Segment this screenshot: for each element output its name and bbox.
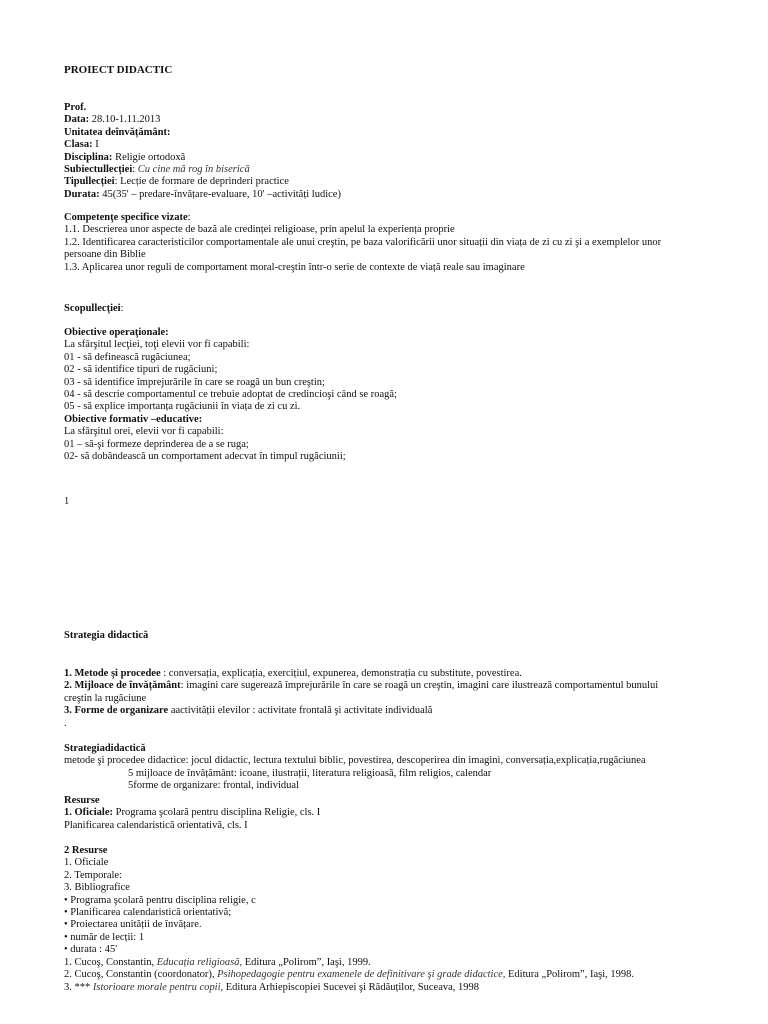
- resurse2-line: 1. Oficiale: [64, 857, 109, 869]
- obiective-fe-heading: Obiective formativ –educative:: [64, 413, 203, 425]
- resurse2-line: • durata : 45': [64, 944, 118, 956]
- planificare-line: Planificarea calendaristică orientativă, cls. I: [64, 819, 248, 831]
- mijloace-row: [64, 680, 744, 692]
- strategia-heading: Strategia didactică: [64, 630, 149, 641]
- resurse2-line: 2. Temporale:: [64, 869, 122, 881]
- resurse-heading: Resurse: [64, 795, 100, 806]
- bibliografie-item: [64, 969, 744, 981]
- obiectiv-fe-item: 02- să dobândească un comportament adecvat în timpul rugăciunii;: [64, 451, 346, 463]
- oficiale-value: Programa şcolară pentru disciplina Religie, cls. I: [112, 807, 321, 819]
- competenta-item: 1.1. Descrierea unor aspecte de bază ale credinței religioase, prin apelul la experiența proprie: [64, 224, 455, 236]
- strategia2-metode: metode şi procedee didactice: jocul didactic, lectura textului biblic, povestirea, descoperirea din imagini, conversația,explicația,rugăciunea: [64, 755, 646, 767]
- strategia-section-2: [64, 743, 744, 793]
- durata-label: Durata:: [64, 188, 100, 200]
- resurse2-line: • Proiectarea unității de învățare.: [64, 919, 202, 931]
- bibliografie-publisher: Editura Arhiepiscopiei Sucevei şi Rădăuților, Suceava, 1998: [223, 981, 480, 993]
- clasa-row: [64, 139, 744, 151]
- data-value: 28.10-1.11.2013: [91, 114, 161, 126]
- scop-heading: Scopullecţiei: [64, 303, 121, 314]
- disciplina-row: [64, 152, 744, 164]
- resurse2-line: • număr de lecții: 1: [64, 931, 145, 943]
- bibliografie-publisher: Editura „Polirom”, Iaşi, 1999.: [242, 957, 371, 968]
- bibliografie-author: 3. ***: [64, 981, 93, 993]
- mijloace-value: : imagini care sugerează împrejurările în care se roagă un creştin, imagini care ilustrează comportamentul bunului: [180, 680, 659, 692]
- bibliografie-section: [64, 957, 744, 994]
- disciplina-value: Religie ortodoxă: [115, 151, 186, 163]
- strategia-items-1: [64, 668, 744, 730]
- bibliografie-title: Psihopedagogie pentru examenele de definitivare şi grade didactice,: [217, 969, 506, 981]
- bibliografie-publisher: Editura „Polirom”, Iaşi, 1998.: [505, 969, 634, 981]
- scop-heading-row: [64, 303, 744, 315]
- bibliografie-title: Istorioare morale pentru copii,: [92, 981, 224, 993]
- bibliografie-author: 2. Cucoş, Constantin (coordonator),: [64, 969, 218, 981]
- bibliografie-item: [64, 957, 744, 969]
- mijloace-label: 2. Mijloace de învățământ: [64, 680, 181, 692]
- resurse-section-1: [64, 795, 744, 832]
- resurse2-heading: 2 Resurse: [64, 845, 108, 856]
- clasa-label: Clasa:: [64, 139, 93, 151]
- forme-value: : activitate frontală şi activitate individuală: [249, 705, 433, 717]
- obiectiv-item: 01 - să definească rugăciunea;: [64, 351, 191, 363]
- obiectiv-fe-item: 01 – să-şi formeze deprinderea de a se ruga;: [64, 438, 249, 450]
- mijloace-cont: creştin la rugăciune: [64, 692, 147, 704]
- obiective-op-heading: Obiective operaţionale:: [64, 327, 169, 338]
- clasa-value: I: [95, 139, 99, 151]
- obiectiv-item: 04 - să descrie comportamentul ce trebuie adoptat de credincioşi când se roagă;: [64, 389, 397, 401]
- document-title-block: [64, 64, 744, 76]
- prof-label: Prof.: [64, 102, 87, 113]
- oficiale-label: 1. Oficiale:: [64, 807, 113, 819]
- durata-row: [64, 189, 744, 201]
- subiect-sep: :: [132, 164, 138, 176]
- obiectiv-item: 05 - să explice importanța rugăciunii în viața de zi cu zi.: [64, 401, 301, 413]
- tip-label: Tipullecției: [64, 176, 115, 188]
- obiective-operationale: [64, 327, 744, 463]
- data-label: Data:: [64, 114, 90, 126]
- obiective-op-intro: La sfârşitul lecţiei, toţi elevii vor fi capabili:: [64, 339, 250, 351]
- strategia2-heading: Strategiadidactică: [64, 743, 146, 754]
- competente-heading: Competenţe specifice vizate: [64, 212, 188, 223]
- data-row: [64, 114, 744, 126]
- tip-row: [64, 176, 744, 188]
- tip-value: : Lecție de formare de deprinderi practice: [114, 176, 289, 188]
- document-title: PROIECT DIDACTIC: [64, 64, 173, 76]
- bibliografie-item: [64, 982, 744, 994]
- durata-value: 45(35' – predare-învățare-evaluare, 10' –activități ludice): [99, 188, 341, 200]
- scop-section: [64, 303, 744, 315]
- scop-heading-suffix: :: [120, 303, 124, 314]
- competenta-item: 1.3. Aplicarea unor reguli de comportament moral-creştin într-o serie de contexte de viață reale sau imaginare: [64, 261, 525, 273]
- subiect-value: Cu cine mă rog în biserică: [137, 164, 250, 176]
- unitatea-label: Unitatea deînvățământ:: [64, 126, 171, 138]
- competente-section: [64, 212, 744, 274]
- strategia-dot: .: [64, 717, 67, 729]
- obiectiv-item: 03 - să identifice împrejurările în care se roagă un bun creştin;: [64, 376, 325, 388]
- metode-label: 1. Metode şi procedee: [64, 668, 161, 679]
- metode-value: : conversația, explicația, exercițiul, expunerea, demonstrația cu substitute, povestirea.: [160, 668, 522, 679]
- page-number: 1: [64, 496, 70, 507]
- obiective-fe-intro: La sfârşitul orei, elevii vor fi capabili:: [64, 426, 224, 438]
- strategia2-forme: 5forme de organizare: frontal, individual: [128, 780, 299, 792]
- competenta-item: 1.2. Identificarea caracteristicilor comportamentale ale unui creştin, pe baza valorificării unor situații din viața de zi cu zi şi a exemplelor unor: [64, 236, 662, 248]
- forme-label: 3. Forme de organizare: [64, 705, 169, 717]
- disciplina-label: Disciplina:: [64, 151, 113, 163]
- lesson-info: [64, 102, 744, 201]
- competenta-item: persoane din Biblie: [64, 249, 146, 261]
- strategia-section-1: [64, 630, 744, 642]
- forme-mid: aactivității elevilor: [168, 705, 250, 717]
- obiectiv-item: 02 - să identifice tipuri de rugăciuni;: [64, 364, 218, 376]
- competente-heading-suffix: :: [187, 212, 191, 223]
- page-number-block: [64, 496, 744, 508]
- resurse2-line: 3. Bibliografice: [64, 882, 130, 894]
- metode-row: [64, 668, 744, 680]
- oficiale-row: [64, 807, 744, 819]
- competente-heading-row: [64, 212, 744, 224]
- resurse2-line: • Programa şcolară pentru disciplina religie, c: [64, 894, 256, 906]
- resurse-section-2: [64, 845, 744, 957]
- subiect-label: Subiectullecției: [64, 164, 133, 176]
- subiect-row: [64, 164, 744, 176]
- bibliografie-title: Educația religioasă,: [156, 957, 243, 968]
- bibliografie-author: 1. Cucoş, Constantin,: [64, 957, 157, 968]
- strategia2-mijloace: 5 mijloace de învățământ: icoane, ilustrații, literatura religioasă, film religios, calendar: [128, 767, 492, 779]
- forme-row: [64, 705, 744, 717]
- resurse2-line: • Planificarea calendaristică orientativă;: [64, 907, 232, 919]
